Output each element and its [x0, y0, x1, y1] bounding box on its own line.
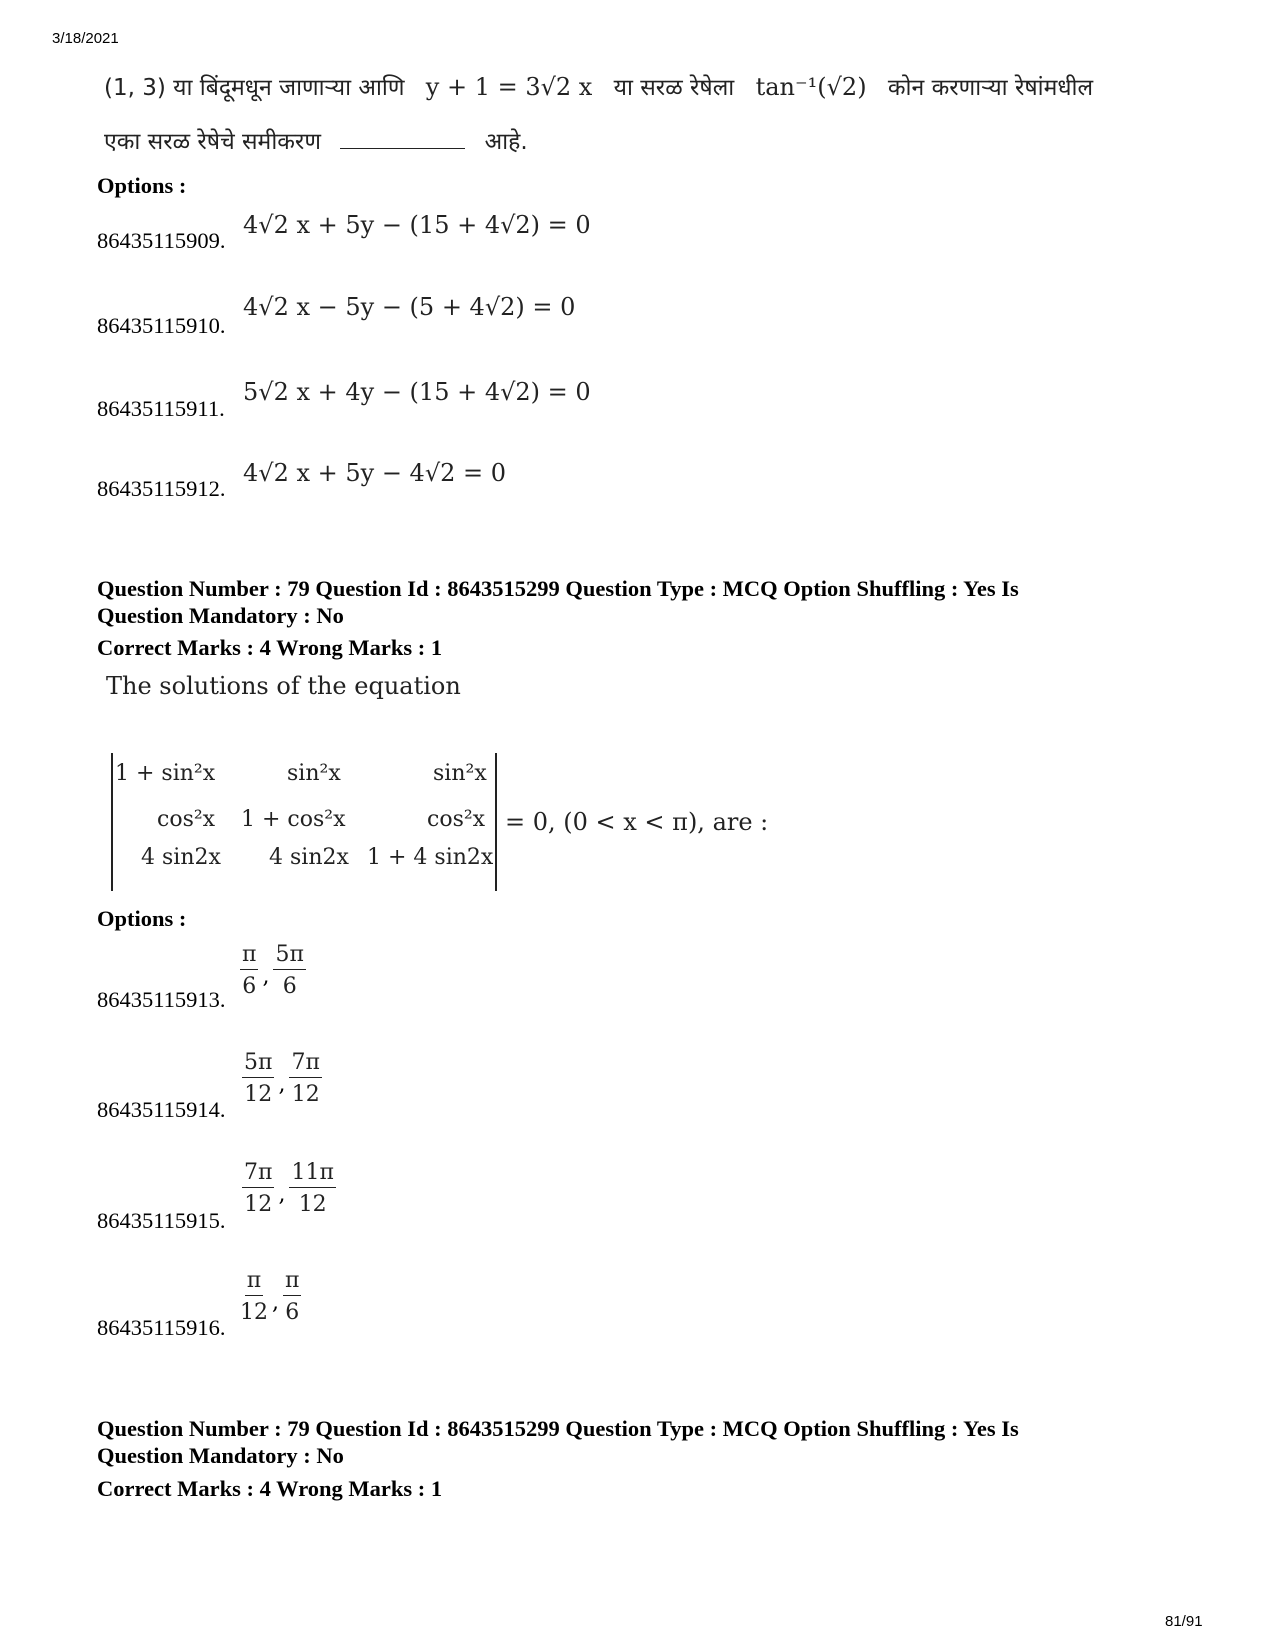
options-label: Options : [97, 906, 187, 931]
matrix-cell: cos²x [427, 807, 486, 832]
comma: , [278, 1072, 286, 1097]
option-id: 86435115915. [97, 1208, 226, 1233]
numerator: 5π [242, 1050, 274, 1078]
option-fraction-pair [240, 1268, 301, 1325]
fraction [289, 1160, 335, 1217]
option-expression: 4√2 x + 5y − 4√2 = 0 [243, 459, 507, 487]
comma: , [262, 964, 270, 989]
question-stem: The solutions of the equation [106, 672, 461, 700]
denominator: 6 [242, 974, 257, 999]
denominator: 6 [285, 1300, 300, 1325]
equation-tail: = 0, (0 < x < π), are : [505, 808, 769, 836]
matrix-cell: sin²x [287, 761, 341, 786]
numerator: 5π [273, 942, 305, 970]
denominator: 12 [298, 1192, 327, 1217]
matrix-cell: sin²x [433, 761, 487, 786]
fraction [240, 1268, 268, 1325]
matrix-cell: 4 sin2x [141, 845, 221, 870]
page-number: 81/91 [1165, 1613, 1203, 1630]
option-id: 86435115916. [97, 1315, 226, 1340]
options-label: Options : [97, 173, 187, 198]
question-text-part: कोन करणाऱ्या रेषांमधील [887, 75, 1094, 101]
matrix-cell: 4 sin2x [269, 845, 349, 870]
fraction [273, 942, 305, 999]
matrix-cell: cos²x [157, 807, 216, 832]
matrix-cell: 1 + cos²x [241, 807, 346, 832]
fraction [283, 1268, 301, 1325]
fraction [242, 1160, 274, 1217]
question-text-line1 [104, 70, 1093, 102]
print-date: 3/18/2021 [52, 30, 119, 47]
line-equation: y + 1 = 3√2 x [425, 73, 593, 101]
numerator: π [283, 1268, 301, 1296]
denominator: 12 [240, 1300, 268, 1325]
denominator: 12 [244, 1082, 273, 1107]
option-fraction-pair [242, 1160, 336, 1217]
option-fraction-pair [242, 1050, 322, 1107]
denominator: 6 [282, 974, 297, 999]
numerator: π [245, 1268, 263, 1296]
fraction [242, 1050, 274, 1107]
question-text-part: (1, 3) या बिंदूमधून जाणाऱ्या आणि [104, 75, 405, 101]
option-expression: 5√2 x + 4y − (15 + 4√2) = 0 [243, 378, 591, 406]
question-meta: Question Number : 79 Question Id : 8643515299 Question Type : MCQ Option Shuffling : Yes Is [97, 1416, 1019, 1441]
option-id: 86435115912. [97, 476, 226, 501]
numerator: 7π [289, 1050, 321, 1078]
question-text-line2 [104, 124, 528, 156]
numerator: 7π [242, 1160, 274, 1188]
answer-blank [340, 148, 465, 149]
question-text-part: आहे. [484, 129, 528, 155]
denominator: 12 [244, 1192, 273, 1217]
option-id: 86435115914. [97, 1097, 226, 1122]
question-meta: Question Mandatory : No [97, 603, 344, 628]
question-text-part: या सरळ रेषेला [613, 75, 735, 101]
question-meta: Question Mandatory : No [97, 1443, 344, 1468]
question-meta: Question Number : 79 Question Id : 8643515299 Question Type : MCQ Option Shuffling : Yes Is [97, 576, 1019, 601]
question-marks: Correct Marks : 4 Wrong Marks : 1 [97, 635, 443, 660]
fraction [289, 1050, 321, 1107]
option-fraction-pair [240, 942, 306, 999]
option-id: 86435115911. [97, 396, 225, 421]
determinant-matrix [111, 753, 497, 891]
fraction [240, 942, 258, 999]
question-text-part: एका सरळ रेषेचे समीकरण [104, 129, 321, 155]
option-id: 86435115913. [97, 987, 226, 1012]
comma: , [272, 1290, 279, 1315]
comma: , [278, 1182, 286, 1207]
option-id: 86435115909. [97, 228, 226, 253]
matrix-cell: 1 + sin²x [115, 761, 216, 786]
angle-expression: tan⁻¹(√2) [755, 73, 867, 101]
option-id: 86435115910. [97, 313, 226, 338]
question-marks: Correct Marks : 4 Wrong Marks : 1 [97, 1476, 443, 1501]
numerator: π [240, 942, 258, 970]
numerator: 11π [289, 1160, 335, 1188]
option-expression: 4√2 x − 5y − (5 + 4√2) = 0 [243, 293, 576, 321]
matrix-cell: 1 + 4 sin2x [367, 845, 494, 870]
denominator: 12 [291, 1082, 320, 1107]
option-expression: 4√2 x + 5y − (15 + 4√2) = 0 [243, 211, 591, 239]
